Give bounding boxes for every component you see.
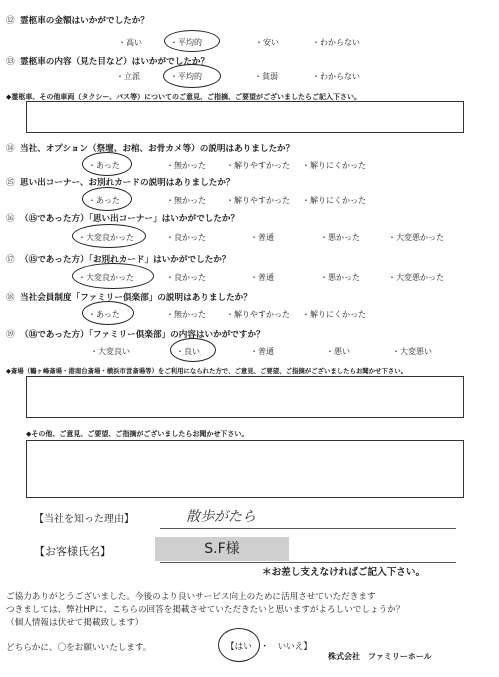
question-12-options	[0, 37, 499, 49]
customer-underline	[160, 562, 456, 563]
customer-name: S.F様	[204, 541, 240, 557]
option[interactable]: ・無かった	[166, 310, 206, 319]
option[interactable]: ・普通	[250, 233, 274, 242]
option[interactable]: ・悪かった	[320, 273, 360, 282]
facility-comment-label: ◆斎場（鶴ヶ峰斎場・港南台斎場・横浜市営斎場等）をご利用になられた方で、ご意見、ご要望、ご指摘がございましたらお聞かせ下さい。	[6, 367, 408, 375]
option[interactable]: ・貧弱	[254, 72, 278, 81]
question-16: ⑯ （⑮であった方）「思い出コーナー」はいかがでしたか？	[6, 214, 240, 224]
selected-circle	[82, 187, 132, 211]
reason-underline	[160, 528, 456, 529]
question-19: ⑲ （⑱であった方）「ファミリー倶楽部」の内容はいかがですか？	[6, 330, 265, 340]
customer-name-field[interactable]	[155, 537, 289, 561]
option[interactable]: ・あった	[88, 196, 120, 205]
option[interactable]: ・高い	[118, 38, 142, 47]
option[interactable]: ・あった	[88, 310, 120, 319]
option[interactable]: ・悪い	[326, 347, 350, 356]
option[interactable]: ・無かった	[166, 196, 206, 205]
question-13: ⑬ 霊柩車の内容（見た目など）はいかがでしたか？	[6, 57, 210, 67]
option[interactable]: ・普通	[250, 347, 274, 356]
selected-circle	[170, 338, 216, 362]
option[interactable]: ・解りやすかった	[226, 196, 290, 205]
closing-line-3: （個人情報は伏せて掲載致します）	[6, 618, 144, 628]
facility-comment-box[interactable]	[26, 376, 464, 418]
option[interactable]: ・解りやすかった	[226, 161, 290, 170]
selected-circle	[164, 30, 220, 52]
question-15-options	[0, 195, 499, 207]
option[interactable]: ・わからない	[312, 72, 360, 81]
selected-circle	[82, 301, 134, 325]
hearse-comment-box[interactable]	[26, 101, 464, 133]
option[interactable]: ・解りにくかった	[302, 310, 366, 319]
question-15: ⑮ 思い出コーナー、お別れカードの説明はありましたか？	[6, 178, 235, 188]
question-17: ⑰ （⑮であった方）「お別れカード」はいかがでしたか？	[6, 255, 231, 265]
option[interactable]: ・解りにくかった	[302, 161, 366, 170]
option[interactable]: ・普通	[250, 273, 274, 282]
option[interactable]: ・平均的	[170, 72, 202, 81]
other-comment-box[interactable]	[26, 440, 464, 498]
option[interactable]: ・無かった	[166, 161, 206, 170]
selected-circle	[72, 224, 146, 248]
option[interactable]: ・大変悪かった	[388, 233, 444, 242]
option[interactable]: ・安い	[255, 38, 279, 47]
consent-choice[interactable]: 【はい ・ いいえ】	[226, 642, 312, 652]
selected-circle	[218, 628, 260, 662]
closing-prompt: どちらかに、〇をお願いいたします。	[6, 643, 152, 653]
option[interactable]: ・悪かった	[320, 233, 360, 242]
question-18: ⑱ 当社会員制度「ファミリー倶楽部」の説明はありましたか？	[6, 293, 252, 303]
option[interactable]: ・わからない	[312, 38, 360, 47]
option[interactable]: ・大変良い	[90, 347, 130, 356]
selected-circle	[163, 64, 221, 88]
selected-circle	[82, 152, 132, 176]
other-comment-label: ◆その他、ご意見、ご要望、ご指摘がございましたらお聞かせ下さい。	[26, 430, 249, 438]
option[interactable]: ・良かった	[166, 233, 206, 242]
option[interactable]: ・大変悪い	[392, 347, 432, 356]
option[interactable]: ・大変悪かった	[388, 273, 444, 282]
option[interactable]: ・立派	[116, 72, 140, 81]
closing-line-1: ご協力ありがとうございました。今後のより良いサービス向上のために活用させていただきます	[6, 592, 376, 602]
hearse-comment-label: ◆霊柩車、その他車両（タクシー、バス等）についてのご意見、ご指摘、ご要望がございましたらご記入下さい。	[6, 93, 361, 101]
option[interactable]: ・大変良かった	[78, 273, 134, 282]
option[interactable]: ・あった	[88, 161, 120, 170]
option[interactable]: ・良い	[176, 347, 200, 356]
question-18-options	[0, 309, 499, 321]
option[interactable]: ・解りやすかった	[226, 310, 290, 319]
company-name: 株式会社 ファミリーホール	[328, 652, 432, 661]
option[interactable]: ・平均的	[170, 38, 202, 47]
option[interactable]: ・解りにくかった	[302, 196, 366, 205]
question-14: ⑭ 当社、オプション（祭壇、お棺、お骨カメ等）の説明はありましたか？	[6, 144, 295, 154]
customer-note: ＊お差し支えなければご記入下さい。	[262, 567, 426, 578]
question-12: ⑫ 霊柩車の金額はいかがでしたか？	[6, 16, 149, 26]
reason-answer[interactable]: 散歩がたら	[186, 509, 256, 525]
closing-line-2: つきましては、弊社HPに、こちらの回答を掲載させていただきたいと思いますがよろしいでしょうか？	[6, 605, 405, 615]
customer-label: 【お客様氏名】	[34, 545, 111, 558]
question-14-options	[0, 160, 499, 172]
selected-circle	[72, 263, 154, 289]
question-13-options	[0, 71, 499, 83]
reason-label: 【当社を知った理由】	[34, 514, 134, 525]
question-19-options	[0, 346, 499, 358]
option[interactable]: ・大変良かった	[78, 233, 134, 242]
option[interactable]: ・良かった	[166, 273, 206, 282]
